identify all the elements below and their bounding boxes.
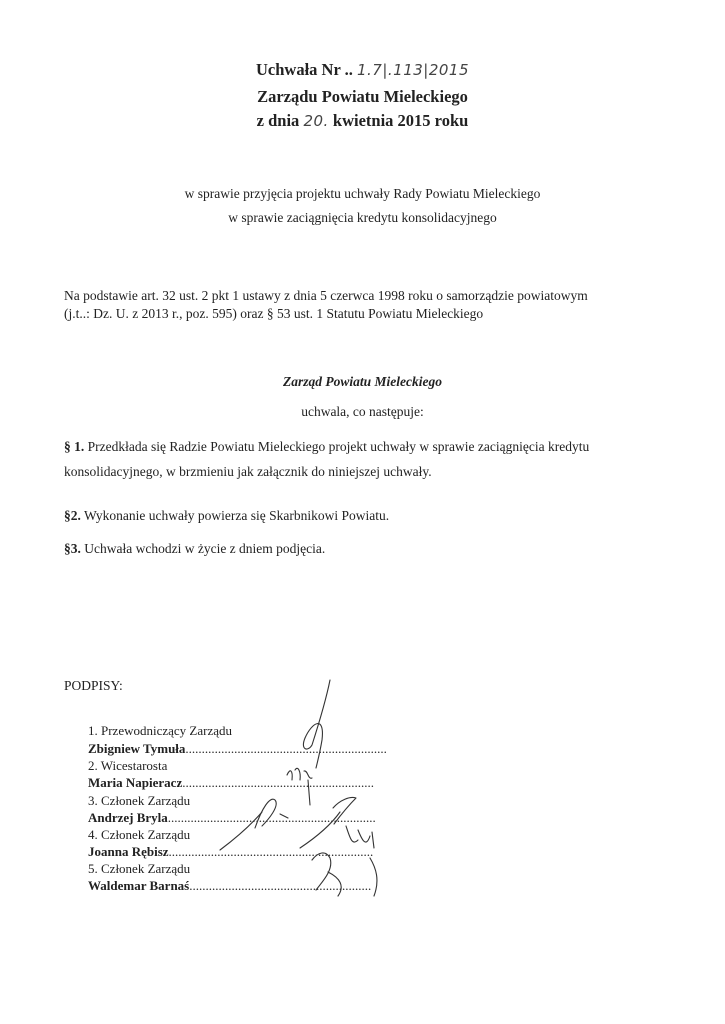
resolution-number-prefix: Uchwała Nr .. [255,60,357,79]
signature-scribble [308,780,310,805]
section-1-line-2: konsolidacyjnego, w brzmieniu jak załącznik do niniejszej uchwały. [64,464,432,479]
member-name: Joanna Rębisz [88,844,169,859]
section-3-label: §3. [64,541,81,556]
legal-basis-line-2: (j.t..: Dz. U. z 2013 r., poz. 595) oraz § 53 ust. 1 Statutu Powiatu Mieleckiego [64,306,484,321]
resolves-text: uchwala, co następuje: [301,404,424,419]
board-name: Zarząd Powiatu Mieleckiego [283,374,442,389]
member-name: Maria Napieracz [88,775,183,790]
signatures-heading: PODPISY: [64,678,123,693]
signature-scribble [370,858,377,896]
dotted-line: .............................................................. [185,741,387,756]
handwritten-resolution-number: 1.7|.113|2015 [356,61,470,79]
signature-scribble [300,812,374,848]
date-prefix: z dnia [256,111,304,130]
dotted-line: ................................................................ [167,810,376,825]
section-2-label: §2. [64,508,81,523]
signature-scribble [312,853,341,896]
date-suffix: kwietnia 2015 roku [328,111,469,130]
section-1-text: Przedkłada się Radzie Powiatu Mieleckiego projekt uchwały w sprawie zaciągnięcia kredytu [84,439,590,454]
member-name: Zbigniew Tymuła [88,741,186,756]
dotted-line: ........................................................... [182,775,374,790]
signature-role: 3. Członek Zarządu [88,793,191,808]
section-2-text: Wykonanie uchwały powierza się Skarbnikowi Powiatu. [80,508,390,523]
section-1-label: § 1. [64,439,85,454]
dotted-line: ........................................................ [189,878,372,893]
signature-scribble [333,797,356,824]
signature-role: 2. Wicestarosta [88,758,168,773]
signature-scribble [287,768,312,780]
signature-role: 5. Członek Zarządu [88,861,191,876]
member-name: Waldemar Barnaś [88,878,190,893]
issuing-body: Zarządu Powiatu Mieleckiego [257,87,468,106]
subject-line-1: w sprawie przyjęcia projektu uchwały Rady Powiatu Mieleckiego [184,186,541,201]
signature-role: 4. Członek Zarządu [88,827,191,842]
handwritten-day: 20. [303,112,329,130]
signature-scribble [303,680,330,768]
dotted-line: ............................................................... [168,844,374,859]
subject-line-2: w sprawie zaciągnięcia kredytu konsolidacyjnego [228,210,497,225]
member-name: Andrzej Bryla [88,810,168,825]
signature-scribble [220,812,262,850]
section-3-text: Uchwała wchodzi w życie z dniem podjęcia. [80,541,326,556]
legal-basis-line-1: Na podstawie art. 32 ust. 2 pkt 1 ustawy z dnia 5 czerwca 1998 roku o samorządzie powiatowym [64,288,588,303]
signature-role: 1. Przewodniczący Zarządu [88,723,233,738]
